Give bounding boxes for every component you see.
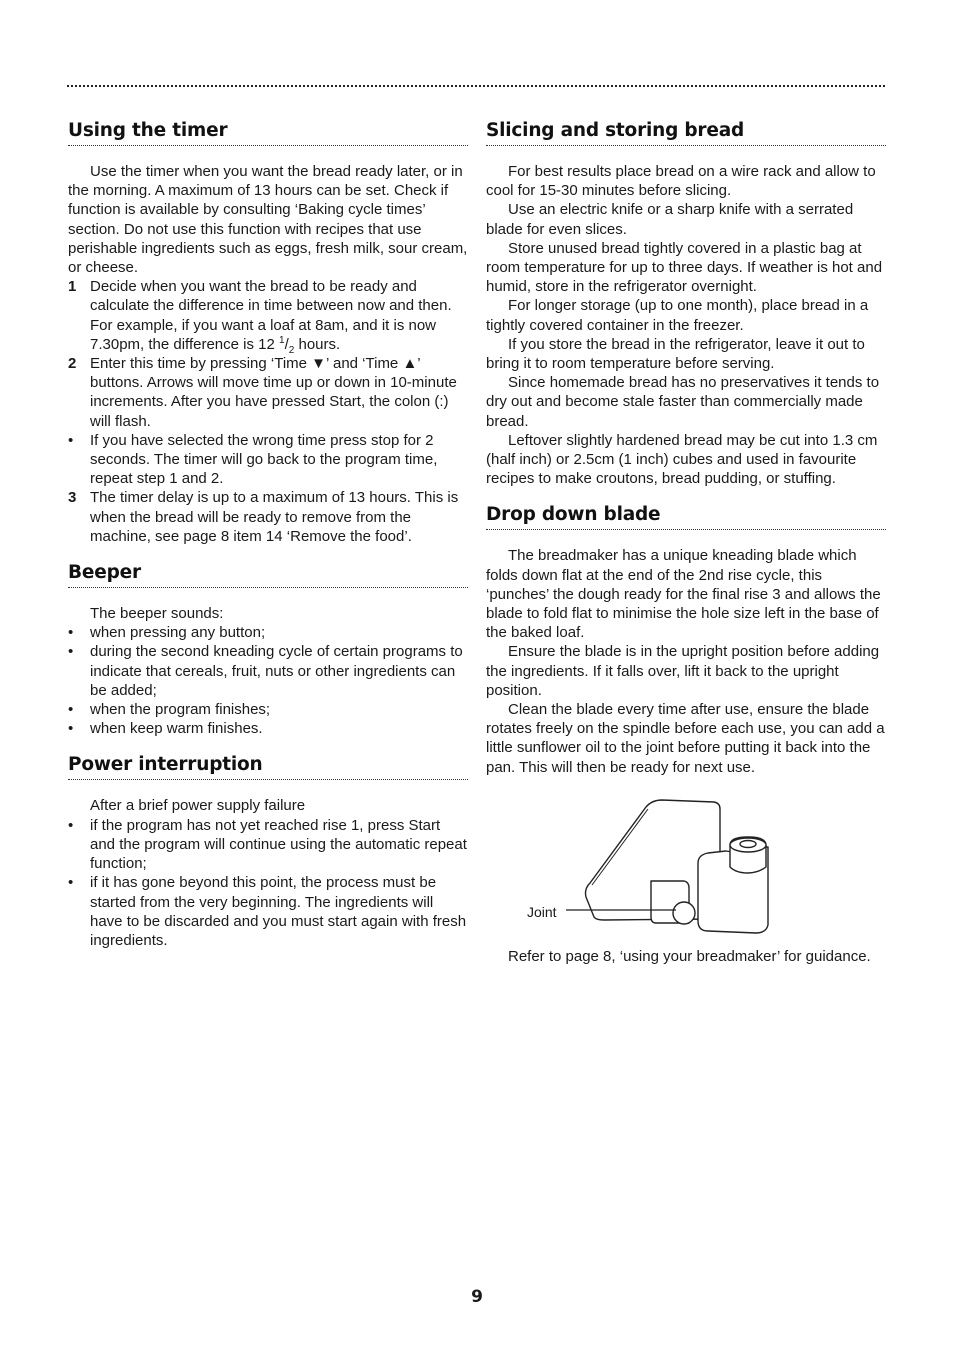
timer-step-3 bbox=[68, 488, 468, 546]
power-section bbox=[68, 754, 468, 950]
bullet-marker: • bbox=[68, 643, 74, 661]
bullet-text: If you have selected the wrong time press stop for 2 seconds. The timer will go back to the program time, repeat step 1 and 2. bbox=[90, 431, 438, 488]
bullet-marker: • bbox=[68, 720, 74, 738]
timer-intro: Use the timer when you want the bread ready later, or in the morning. A maximum of 13 hours can be set. Check if function is available by consulting ‘Baking cycle times’ section. Do not use this function with recipes that use perishable ingredients such as eggs, fresh milk, sour cream, or cheese. bbox=[68, 163, 468, 277]
blade-body bbox=[486, 546, 886, 966]
list-item bbox=[68, 642, 468, 700]
top-dotted-rule bbox=[67, 85, 885, 87]
slicing-paragraph: For longer storage (up to one month), place bread in a tightly covered container in the freezer. bbox=[486, 297, 869, 334]
list-item-text: when the program finishes; bbox=[90, 701, 271, 719]
joint-label: Joint bbox=[527, 903, 557, 920]
timer-step-1: 1 Decide when you want the bread to be ready and calculate the difference in time between now and then. For example, if you want a loaf at 8am, and it is now 7.30pm, the difference is 12 $^1/_2$ hours. bbox=[68, 278, 452, 356]
bullet-marker: • bbox=[68, 874, 74, 892]
page-number: 9 bbox=[471, 1287, 483, 1307]
slicing-paragraph: Store unused bread tightly covered in a plastic bag at room temperature for up to three days. If weather is hot and humid, store in the refrigerator overnight. bbox=[486, 239, 883, 296]
kneading-blade-illustration bbox=[486, 797, 886, 947]
bullet-marker: • bbox=[68, 624, 74, 642]
list-item bbox=[68, 873, 468, 950]
list-item-text: if it has gone beyond this point, the process must be started from the very beginning. The ingredients will have to be discarded and you must start again with fresh ingredients. bbox=[90, 874, 467, 949]
slicing-heading: Slicing and storing bread bbox=[486, 120, 886, 146]
blade-paragraph: Clean the blade every time after use, ensure the blade rotates freely on the spindle before each use, you can add a little sunflower oil to the joint before putting it back into the pan. This will then be ready for next use. bbox=[486, 701, 885, 776]
step-number: 1 bbox=[68, 278, 77, 296]
step-number: 3 bbox=[68, 489, 77, 507]
list-item bbox=[68, 816, 468, 874]
list-item-text: when keep warm finishes. bbox=[90, 720, 263, 738]
power-body bbox=[68, 796, 468, 950]
fraction-numerator: 1 bbox=[279, 334, 285, 346]
timer-body bbox=[68, 162, 468, 546]
bullet-marker: • bbox=[68, 431, 74, 449]
step-number: 2 bbox=[68, 355, 77, 373]
kneading-blade-figure bbox=[486, 797, 886, 947]
beeper-intro: The beeper sounds: bbox=[90, 605, 224, 623]
slicing-paragraph: Use an electric knife or a sharp knife with a serrated blade for even slices. bbox=[486, 201, 854, 238]
blade-paragraph: The breadmaker has a unique kneading blade which folds down flat at the end of the 2nd rise cycle, this ‘punches’ the dough ready for the final rise 3 and allows the blade to fold flat to minimise the hole size left in the base of the baked loaf. bbox=[486, 547, 881, 642]
blade-heading: Drop down blade bbox=[486, 504, 886, 530]
step-text-tail: hours. bbox=[294, 335, 341, 353]
slicing-paragraph: For best results place bread on a wire rack and allow to cool for 15-30 minutes before slicing. bbox=[486, 163, 876, 200]
list-item bbox=[68, 719, 468, 738]
beeper-body bbox=[68, 604, 468, 738]
step-text: Decide when you want the bread to be ready and calculate the difference in time between now and then. For example, if you want a loaf at 8am, and it is now 7.30pm, the difference is 12 bbox=[90, 278, 452, 353]
list-item-text: when pressing any button; bbox=[90, 624, 266, 642]
beeper-section bbox=[68, 562, 468, 738]
timer-section bbox=[68, 120, 468, 546]
timer-heading: Using the timer bbox=[68, 120, 468, 146]
left-column bbox=[68, 120, 468, 966]
bullet-marker: • bbox=[68, 816, 74, 834]
step-text: Enter this time by pressing ‘Time ▼’ and ‘Time ▲’ buttons. Arrows will move time up or down in 10-minute increments. After you have pressed Start, the colon (:) will flash. bbox=[90, 355, 457, 430]
power-intro: After a brief power supply failure bbox=[90, 797, 306, 815]
right-column bbox=[486, 120, 886, 982]
list-item-text: if the program has not yet reached rise 1, press Start and the program will continue using the automatic repeat function; bbox=[90, 816, 467, 873]
timer-bullet bbox=[68, 431, 468, 489]
slicing-paragraph: Since homemade bread has no preservatives it tends to dry out and become stale faster than commercially made bread. bbox=[486, 374, 880, 430]
fraction-denominator: 2 bbox=[288, 344, 295, 356]
slicing-paragraph: If you store the bread in the refrigerator, leave it out to bring it to room temperature before serving. bbox=[486, 335, 865, 373]
slicing-body bbox=[486, 162, 886, 488]
beeper-heading: Beeper bbox=[68, 562, 468, 588]
list-item bbox=[68, 623, 468, 642]
slicing-section bbox=[486, 120, 886, 488]
blade-section bbox=[486, 504, 886, 966]
power-heading: Power interruption bbox=[68, 754, 468, 780]
step-text: The timer delay is up to a maximum of 13 hours. This is when the bread will be ready to remove from the machine, see page 8 item 14 ‘Remove the food’. bbox=[90, 489, 459, 545]
blade-footer-note: Refer to page 8, ‘using your breadmaker’ for guidance. bbox=[508, 947, 871, 965]
bullet-marker: • bbox=[68, 701, 74, 719]
blade-paragraph: Ensure the blade is in the upright position before adding the ingredients. If it falls over, lift it back to the upright position. bbox=[486, 643, 880, 699]
timer-step-2 bbox=[68, 354, 468, 431]
slicing-paragraph: Leftover slightly hardened bread may be cut into 1.3 cm (half inch) or 2.5cm (1 inch) cubes and used in favourite recipes to make croutons, bread pudding, or stuffing. bbox=[486, 431, 878, 488]
list-item-text: during the second kneading cycle of certain programs to indicate that cereals, fruit, nuts or other ingredients can be added; bbox=[90, 643, 463, 699]
list-item bbox=[68, 700, 468, 719]
